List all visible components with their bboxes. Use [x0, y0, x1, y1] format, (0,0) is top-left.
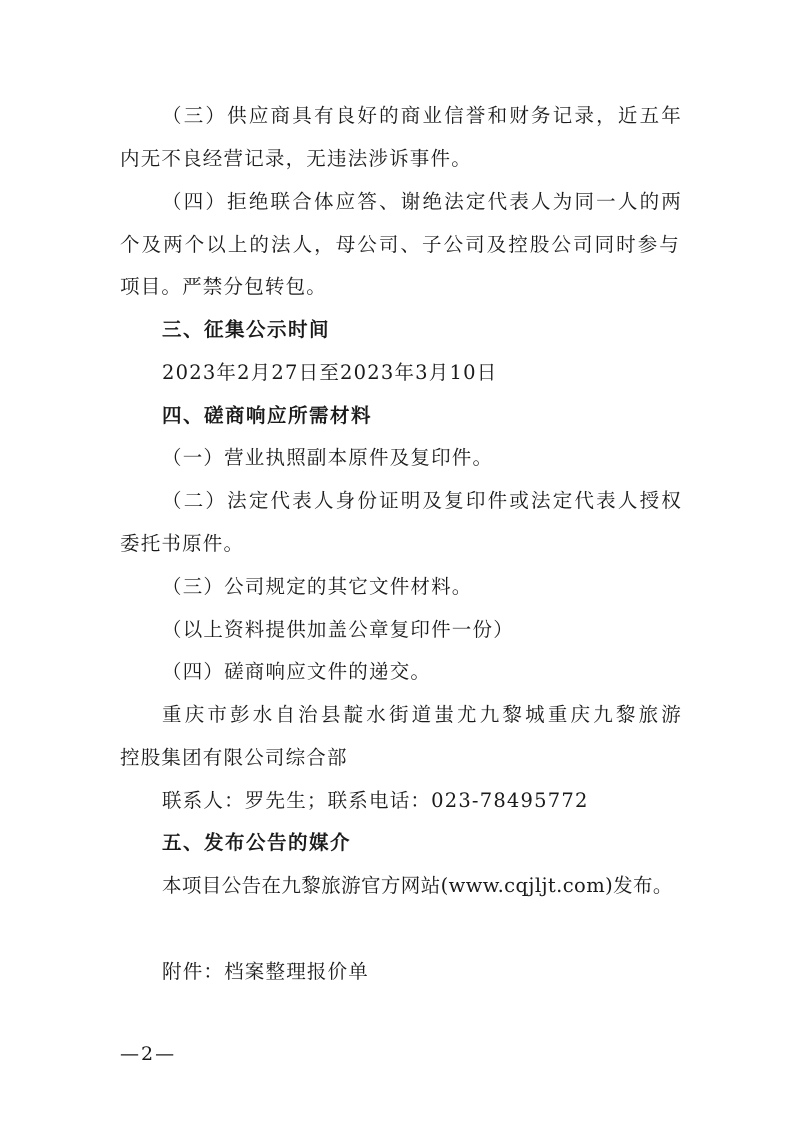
section-heading-3: 三、征集公示时间 — [162, 318, 331, 341]
submission-address-line-1: 重庆市彭水自治县靛水街道蚩尤九黎城重庆九黎旅游 — [162, 703, 682, 726]
paragraph-qualification-4-line-2: 个及两个以上的法人，母公司、子公司及控股公司同时参与 — [120, 233, 680, 256]
section-heading-5: 五、发布公告的媒介 — [162, 831, 352, 854]
submission-address-line-2: 控股集团有限公司综合部 — [120, 746, 348, 769]
material-item-3: （三）公司规定的其它文件材料。 — [162, 575, 473, 598]
material-item-2-line-1: （二）法定代表人身份证明及复印件或法定代表人授权 — [162, 489, 682, 512]
material-item-2-line-2: 委托书原件。 — [120, 532, 245, 555]
material-item-4: （四）磋商响应文件的递交。 — [162, 660, 432, 683]
publication-media: 本项目公告在九黎旅游官方网站(www.cqjljt.com)发布。 — [162, 874, 673, 897]
attachment-line: 附件：档案整理报价单 — [162, 960, 370, 983]
paragraph-qualification-4-line-1: （四）拒绝联合体应答、谢绝法定代表人为同一人的两 — [162, 190, 682, 213]
contact-info: 联系人：罗先生；联系电话：023-78495772 — [162, 789, 589, 812]
paragraph-qualification-3-line-1: （三）供应商具有良好的商业信誉和财务记录，近五年 — [162, 104, 682, 127]
paragraph-qualification-3-line-2: 内无不良经营记录，无违法涉诉事件。 — [120, 147, 472, 170]
section-heading-4: 四、磋商响应所需材料 — [162, 404, 373, 427]
material-note: （以上资料提供加盖公章复印件一份） — [162, 618, 514, 641]
page-number: —2— — [120, 1043, 177, 1065]
material-item-1: （一）营业执照副本原件及复印件。 — [162, 446, 494, 469]
paragraph-qualification-4-line-3: 项目。严禁分包转包。 — [120, 275, 328, 298]
collection-period: 2023年2月27日至2023年3月10日 — [162, 361, 498, 384]
